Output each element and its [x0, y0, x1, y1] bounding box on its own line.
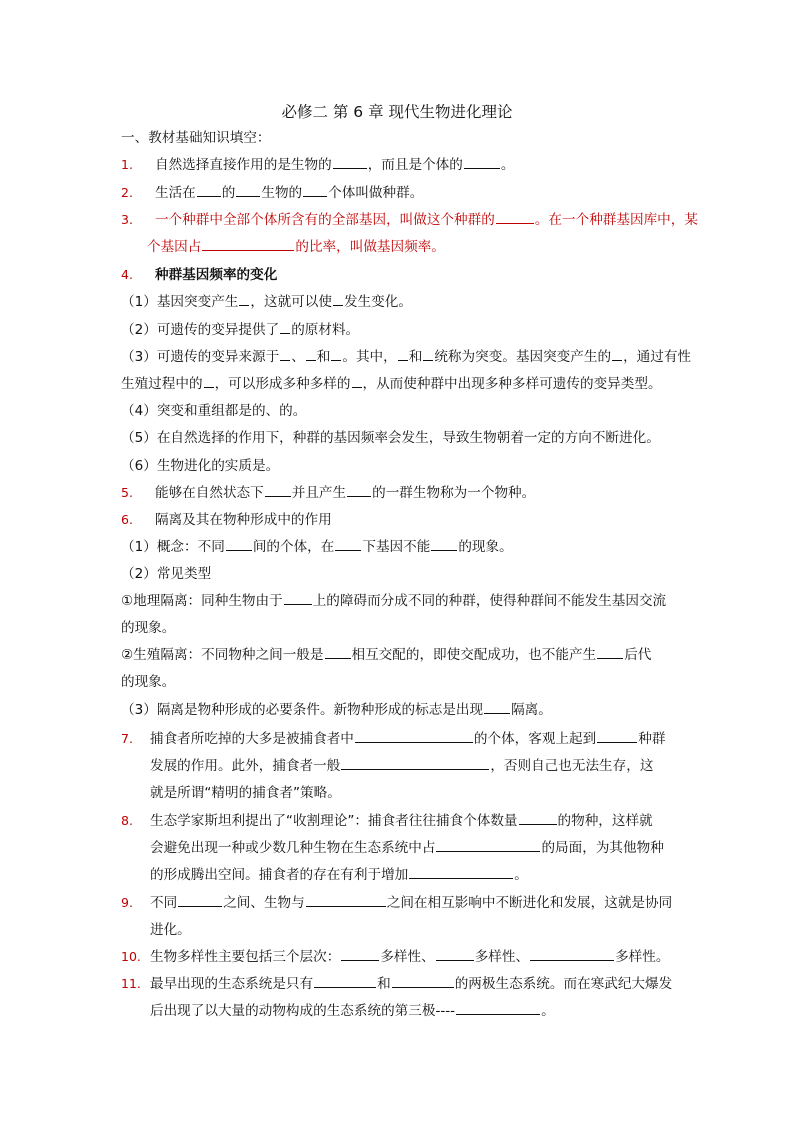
- text: 。其中，: [342, 349, 397, 365]
- text: 。: [514, 867, 528, 883]
- text: 后出现了以大量的动物构成的生态系统的第三极----: [150, 1003, 456, 1019]
- answer-blank[interactable]: [436, 840, 540, 852]
- text: 的形成腾出空间。捕食者的存在有利于增加: [150, 867, 409, 883]
- answer-blank[interactable]: [178, 895, 222, 907]
- item-number: 2.: [121, 185, 133, 200]
- question-7-line: [150, 729, 665, 749]
- question-10-line: [150, 947, 669, 967]
- question-4-1: [121, 292, 412, 312]
- question-8-line-3: [150, 865, 528, 885]
- answer-blank[interactable]: [314, 976, 376, 988]
- text: （2）可遗传的变异提供了: [121, 322, 280, 338]
- question-2-line: [155, 183, 423, 203]
- question-1-line: [155, 155, 514, 175]
- question-4-5: （5）在自然选择的作用下，种群的基因频率会发生，导致生物朝着一定的方向不断进化。: [121, 430, 660, 446]
- question-4-3: [121, 347, 691, 367]
- question-4-heading: 种群基因频率的变化: [155, 267, 278, 283]
- question-6-1: [121, 537, 513, 557]
- question-6-2: （2）常见类型: [121, 566, 212, 582]
- text: （1）基因突变产生: [121, 294, 239, 310]
- text: 的: [221, 185, 236, 201]
- question-6-rep-line-2: 的现象。: [121, 674, 176, 690]
- text: ，通过有性: [623, 349, 692, 365]
- text: 生态学家斯坦利提出了“收割理论”：捕食者往往捕食个体数量: [150, 813, 518, 829]
- text: ，否则自己也无法生存，这: [490, 758, 654, 774]
- answer-blank[interactable]: [597, 731, 637, 743]
- text: ，而且是个体的: [367, 157, 463, 173]
- answer-blank[interactable]: [202, 239, 294, 251]
- text: 。: [541, 1003, 555, 1019]
- question-9-line: [150, 893, 672, 913]
- text: 的比率，叫做基因频率。: [295, 239, 445, 255]
- answer-blank[interactable]: [335, 539, 361, 551]
- text: （1）概念：不同: [121, 539, 225, 555]
- text: （3）可遗传的变异来源于: [121, 349, 280, 365]
- question-9-line-2: 进化。: [150, 922, 191, 938]
- answer-blank[interactable]: [204, 376, 214, 388]
- text: 。在一个种群基因库中，某: [534, 212, 698, 228]
- text: 和: [377, 976, 391, 992]
- question-11-line-2: [150, 1001, 555, 1021]
- text: 并且产生: [291, 485, 347, 501]
- text: 的物种，这样就: [557, 813, 653, 829]
- question-6-geo: [121, 591, 666, 611]
- answer-blank[interactable]: [280, 349, 290, 361]
- text: 隔离。: [511, 702, 552, 718]
- text: 的个体，客观上起到: [473, 731, 597, 747]
- answer-blank[interactable]: [306, 895, 386, 907]
- answer-blank[interactable]: [496, 212, 534, 224]
- question-8-line-2: [150, 838, 664, 858]
- question-7-line-2: [150, 756, 653, 776]
- item-number: 10.: [121, 949, 141, 964]
- question-4-2: [121, 320, 359, 340]
- text: 自然选择直接作用的是生物的: [155, 157, 332, 173]
- text: 捕食者所吃掉的大多是被捕食者中: [150, 731, 354, 747]
- text: 不同: [150, 895, 178, 911]
- item-number: 6.: [121, 512, 133, 527]
- text: 相互交配的，即使交配成功，也不能产生: [351, 647, 597, 663]
- text: 多样性、: [474, 949, 530, 965]
- text: ，可以形成多种多样的: [214, 376, 351, 392]
- answer-blank[interactable]: [519, 813, 557, 825]
- text: 上的障碍而分成不同的种群，使得种群间不能发生基因交流: [312, 593, 667, 609]
- question-6-heading: 隔离及其在物种形成中的作用: [155, 512, 332, 528]
- text: 发生变化。: [343, 294, 412, 310]
- text: 和: [316, 349, 331, 365]
- answer-blank[interactable]: [355, 731, 473, 743]
- text: 、: [291, 349, 305, 365]
- text: 和: [408, 349, 423, 365]
- text: 最早出现的生态系统是只有: [150, 976, 314, 992]
- answer-blank[interactable]: [284, 593, 312, 605]
- text: 生物的: [261, 185, 303, 201]
- answer-blank[interactable]: [456, 1003, 540, 1015]
- answer-blank[interactable]: [597, 647, 623, 659]
- question-4-4: （4）突变和重组都是的、的。: [121, 403, 307, 419]
- text: 之间、生物与: [223, 895, 305, 911]
- text: 生物多样性主要包括三个层次：: [150, 949, 341, 965]
- text: 种群: [638, 731, 666, 747]
- item-number: 4.: [121, 267, 133, 282]
- text: 个基因占: [147, 239, 202, 255]
- text: 统称为突变。基因突变产生的: [434, 349, 612, 365]
- text: 发展的作用。此外，捕食者一般: [150, 758, 341, 774]
- text: 的一群生物称为一个物种。: [372, 485, 536, 501]
- text: 的现象。: [458, 539, 513, 555]
- question-7-line-3: 就是所谓“精明的捕食者”策略。: [150, 785, 341, 801]
- text: ，这就可以使: [250, 294, 332, 310]
- answer-blank[interactable]: [398, 349, 408, 361]
- answer-blank[interactable]: [431, 539, 457, 551]
- answer-blank[interactable]: [352, 376, 362, 388]
- text: 的局面，为其他物种: [541, 840, 664, 856]
- item-number: 1.: [121, 157, 133, 172]
- text: 多样性、: [380, 949, 435, 965]
- text: 间的个体，在: [252, 539, 335, 555]
- question-4-3-line-2: [121, 374, 662, 394]
- item-number: 8.: [121, 813, 133, 828]
- text: 多样性。: [615, 949, 670, 965]
- question-6-geo-line-2: 的现象。: [121, 620, 176, 636]
- text: 生活在: [155, 185, 196, 201]
- text: ②生殖隔离：不同物种之间一般是: [121, 647, 324, 663]
- text: 的两极生态系统。而在寒武纪大爆发: [454, 976, 673, 992]
- answer-blank[interactable]: [325, 647, 351, 659]
- answer-blank[interactable]: [341, 949, 379, 961]
- item-number: 5.: [121, 485, 133, 500]
- answer-blank[interactable]: [265, 485, 291, 497]
- answer-blank[interactable]: [333, 294, 343, 306]
- answer-blank[interactable]: [331, 349, 341, 361]
- answer-blank[interactable]: [530, 949, 614, 961]
- answer-blank[interactable]: [197, 185, 221, 197]
- question-5-line: [155, 483, 535, 503]
- answer-blank[interactable]: [306, 349, 316, 361]
- question-8-line: [150, 811, 653, 831]
- answer-blank[interactable]: [226, 539, 252, 551]
- text: 之间在相互影响中不断进化和发展，这就是协同: [386, 895, 673, 911]
- question-3-line-2: [147, 237, 445, 257]
- page-title: 必修二 第 6 章 现代生物进化理论: [281, 103, 513, 121]
- answer-blank[interactable]: [333, 157, 367, 169]
- text: ，从而使种群中出现多种多样可遗传的变异类型。: [362, 376, 662, 392]
- answer-blank[interactable]: [236, 185, 260, 197]
- item-number: 7.: [121, 731, 133, 746]
- question-3-line: [155, 210, 698, 230]
- text: 会避免出现一种或少数几种生物在生态系统中占: [150, 840, 436, 856]
- answer-blank[interactable]: [484, 702, 510, 714]
- answer-blank[interactable]: [392, 976, 454, 988]
- answer-blank[interactable]: [436, 949, 474, 961]
- answer-blank[interactable]: [341, 758, 489, 770]
- text: 下基因不能: [362, 539, 431, 555]
- text: 生殖过程中的: [121, 376, 203, 392]
- text: 能够在自然状态下: [155, 485, 264, 501]
- answer-blank[interactable]: [423, 349, 433, 361]
- answer-blank[interactable]: [464, 157, 500, 169]
- item-number: 3.: [121, 212, 133, 227]
- item-number: 9.: [121, 895, 133, 910]
- answer-blank[interactable]: [239, 294, 249, 306]
- text: ①地理隔离：同种生物由于: [121, 593, 283, 609]
- answer-blank[interactable]: [280, 322, 290, 334]
- text: （3）隔离是物种形成的必要条件。新物种形成的标志是出现: [121, 702, 484, 718]
- text: 个体叫做种群。: [328, 185, 424, 201]
- answer-blank[interactable]: [612, 349, 622, 361]
- answer-blank[interactable]: [303, 185, 327, 197]
- text: 后代: [624, 647, 652, 663]
- answer-blank[interactable]: [347, 485, 371, 497]
- question-4-6: （6）生物进化的实质是。: [121, 458, 280, 474]
- question-11-line: [150, 974, 672, 994]
- section-heading: 一、教材基础知识填空：: [121, 130, 271, 146]
- text: 一个种群中全部个体所含有的全部基因，叫做这个种群的: [155, 212, 495, 228]
- question-6-3: [121, 700, 552, 720]
- answer-blank[interactable]: [409, 867, 513, 879]
- question-6-rep: [121, 645, 651, 665]
- text: 的原材料。: [291, 322, 360, 338]
- item-number: 11.: [121, 976, 141, 991]
- text: 。: [500, 157, 515, 173]
